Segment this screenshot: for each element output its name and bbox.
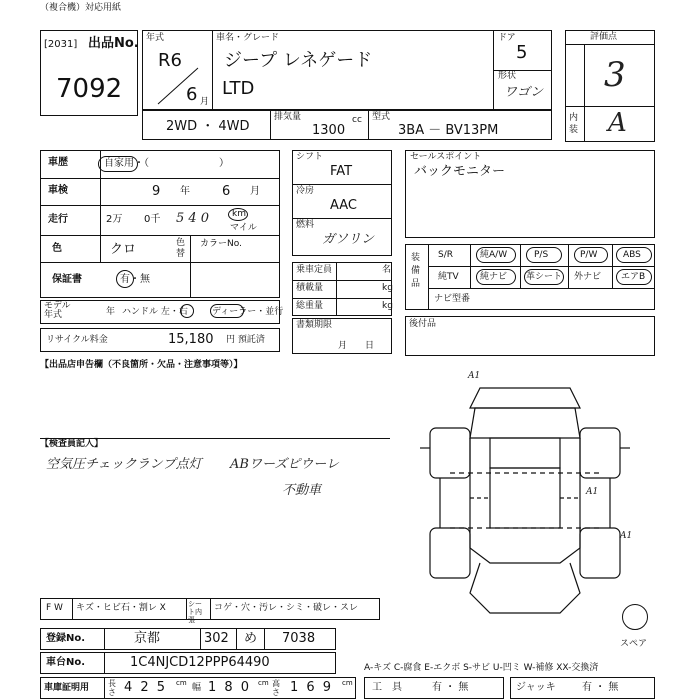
evaluation-label: 評価点 [590, 32, 618, 42]
equip-sr: S/R [438, 250, 453, 260]
mileage-hand: 5 4 0 [176, 211, 210, 226]
car-name: ジープ レネゲード [224, 50, 373, 71]
exhibit-number: 7092 [56, 74, 123, 104]
sales-point-label: セールスポイント [410, 152, 482, 162]
seat-value: コゲ・穴・汚レ・シミ・破レ・スレ [214, 603, 359, 613]
jack-label: ジャッキ [516, 682, 556, 693]
dealer-value: ディーラー・並行 [212, 307, 284, 317]
car-grade: LTD [222, 78, 255, 99]
docs-deadline-unit: 月日 [338, 341, 393, 351]
dimensions-label: 車庫証明用 [44, 683, 90, 693]
registration-region: 京都 [134, 631, 161, 646]
height-label: 高さ [272, 679, 280, 697]
form-note: （複合機）対応用紙 [40, 3, 122, 13]
interior-label: 内装 [569, 113, 579, 135]
car-diagram [410, 378, 640, 628]
inspector-note-2: ABワーズピウーレ [230, 457, 340, 472]
equip-ps: P/S [534, 250, 549, 260]
capacity-unit-2: kg [382, 301, 393, 311]
inspection-month: 6 [222, 184, 231, 199]
chassis-value: 1C4NJCD12PPP64490 [130, 655, 270, 670]
body-shape-label: 形状 [498, 71, 517, 81]
displacement-label: 排気量 [274, 112, 302, 122]
recycle-label: リサイクル料金 [46, 335, 108, 345]
model-year-unit: 年 [106, 307, 116, 317]
length-value: 4 2 5 [124, 680, 168, 695]
declaration-label: 【出品店申告欄（不良箇所・欠品・注意事項等）】 [40, 360, 243, 370]
length-unit: cm [176, 679, 187, 687]
equip-airbag: エアB [621, 272, 646, 282]
registration-number: 7038 [282, 631, 316, 646]
jack-value: 有 ・ 無 [582, 682, 619, 693]
width-value: 1 8 0 [208, 680, 252, 695]
handle-value: ハンドル 左・右 [122, 307, 188, 317]
equip-pw: P/W [580, 250, 598, 260]
shift-value: FAT [330, 164, 353, 179]
equipment-side-label: 装備品 [411, 253, 421, 289]
spare-tire-circle [622, 604, 648, 630]
width-unit: cm [258, 679, 269, 687]
after-market-box [405, 316, 655, 356]
mileage-sen: 0千 [144, 214, 161, 225]
doors-value: 5 [516, 42, 528, 63]
year-month: 6 [186, 84, 198, 105]
length-label: 長さ [108, 679, 116, 697]
mileage-man: 2万 [106, 214, 123, 225]
mileage-km: km [232, 209, 246, 219]
equip-navi: 純ナビ [480, 272, 508, 282]
after-market-label: 後付品 [409, 319, 437, 329]
equip-tv: 純TV [438, 272, 459, 282]
inspector-note-1: 空気圧チェックランプ点灯 [46, 457, 202, 472]
fuel-value: ガソリン [322, 232, 375, 247]
tools-label: 工 具 [372, 682, 402, 693]
year-label: 年式 [146, 33, 165, 43]
model-year-label: モデル年式 [44, 301, 71, 320]
history-value: 自家用・（ ） [104, 158, 229, 169]
evaluation-score: 3 [604, 55, 626, 95]
car-name-label: 車名・グレード [216, 33, 280, 43]
model-value: 3BA － BV13PM [398, 123, 499, 138]
height-unit: cm [342, 679, 353, 687]
damage-legend: A-キズ C-腐食 E-エクボ S-サビ U-凹ミ W-補修 XX-交換済 [364, 663, 599, 673]
handle-circle [180, 304, 194, 318]
inspection-month-unit: 月 [250, 186, 260, 197]
recycle-unit: 円 預託済 [226, 335, 265, 345]
inspection-year: 9 [152, 184, 161, 199]
exhibit-code: [2031] [44, 39, 78, 50]
seat-label: シート内張 [188, 600, 202, 624]
registration-kana: め [244, 631, 258, 646]
fw-label: F W [46, 603, 63, 613]
drive-type: 2WD ・ 4WD [166, 119, 250, 134]
fw-value: キズ・ヒビ石・割レ X [76, 603, 166, 613]
fuel-label: 燃料 [296, 220, 315, 230]
diagram-mark-1: A1 [468, 371, 481, 381]
warranty-value: 有・無 [120, 274, 150, 285]
sales-point-value: バックモニター [414, 164, 506, 179]
tools-value: 有 ・ 無 [432, 682, 469, 693]
color-label: 色 [52, 243, 62, 254]
body-shape-value: ワゴン [504, 85, 544, 100]
color-change-label: 色替 [176, 238, 186, 259]
inspector-note-3: 不動車 [282, 483, 322, 498]
exhibit-label: 出品No. [88, 36, 139, 51]
width-label: 幅 [192, 683, 202, 693]
inspection-label: 車検 [48, 185, 68, 196]
displacement-value: 1300 [312, 123, 346, 138]
inspector-label: 【検査員記入】 [40, 439, 104, 449]
diagram-mark-2: A1 [586, 487, 599, 497]
equip-seat: 革シート [526, 272, 563, 282]
displacement-unit: cc [352, 115, 362, 125]
navi-model-label: ナビ型番 [434, 294, 471, 304]
model-label: 型式 [372, 112, 391, 122]
docs-deadline-label: 書類期限 [296, 320, 333, 330]
color-no-label: カラーNo. [200, 239, 242, 249]
year-era: R6 [158, 50, 182, 71]
mileage-mile: マイル [230, 223, 257, 233]
doors-label: ドア [498, 33, 516, 43]
inspection-year-unit: 年 [180, 186, 190, 197]
interior-score: A [608, 108, 627, 138]
mileage-label: 走行 [48, 214, 68, 225]
warranty-label: 保証書 [52, 274, 82, 285]
year-month-unit: 月 [200, 97, 210, 107]
color-value: クロ [110, 242, 137, 257]
recycle-value: 15,180 [168, 332, 214, 347]
chassis-label: 車台No. [46, 657, 86, 668]
capacity-label-2: 総重量 [296, 301, 324, 311]
shift-label: シフト [296, 152, 324, 162]
ac-label: 冷房 [296, 186, 315, 196]
history-label: 車歴 [48, 157, 68, 168]
equip-abs: ABS [623, 250, 641, 260]
diagram-mark-3: A1 [620, 531, 633, 541]
height-value: 1 6 9 [290, 680, 334, 695]
ac-value: AAC [330, 198, 357, 213]
capacity-unit-0: 名 [382, 265, 392, 275]
spare-label: スペア [620, 639, 648, 649]
capacity-unit-1: kg [382, 283, 393, 293]
registration-label: 登録No. [46, 633, 86, 644]
capacity-label-0: 乗車定員 [296, 265, 333, 275]
capacity-label-1: 積載量 [296, 283, 324, 293]
equip-aw: 純A/W [480, 250, 508, 260]
registration-class: 302 [204, 631, 229, 646]
equip-ext-navi: 外ナビ [574, 272, 602, 282]
